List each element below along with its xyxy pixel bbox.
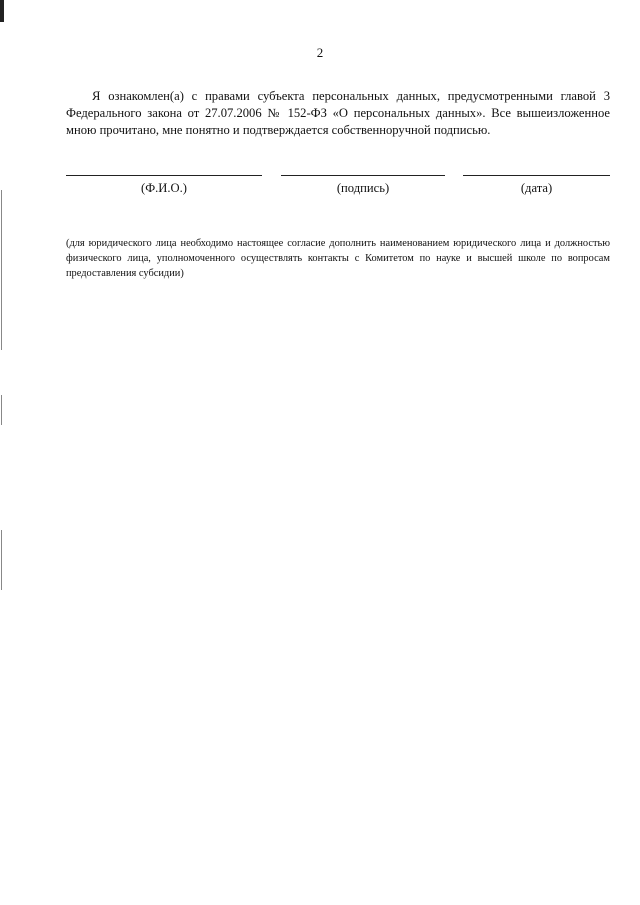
signature-caption: (подпись) bbox=[336, 181, 390, 195]
scan-edge-dots bbox=[1, 190, 2, 350]
consent-paragraph: Я ознакомлен(а) с правами субъекта персональных данных, предусмотренными главой 3 Федерального закона от 27.07.2006 № 152-ФЗ «О персональных данных». Все вышеизложенное мною прочитано, мне понятно и подтверждается собственноручной подписью. bbox=[66, 89, 610, 137]
fio-line bbox=[66, 175, 262, 176]
scan-edge-dots bbox=[1, 530, 2, 590]
date-caption: (дата) bbox=[520, 181, 553, 195]
legal-entity-note: (для юридического лица необходимо настоящее согласие дополнить наименованием юридического лица и должностью физического лица, уполномоченного осуществлять контакты с Комитетом по науке и высшей школе по вопросам предоставления субсидии) bbox=[66, 238, 610, 279]
page-number: 2 bbox=[316, 45, 324, 60]
scan-edge-dots bbox=[1, 395, 2, 425]
fio-caption: (Ф.И.О.) bbox=[141, 181, 187, 195]
date-line bbox=[463, 175, 610, 176]
scan-edge-mark bbox=[0, 0, 4, 22]
signature-line bbox=[281, 175, 445, 176]
